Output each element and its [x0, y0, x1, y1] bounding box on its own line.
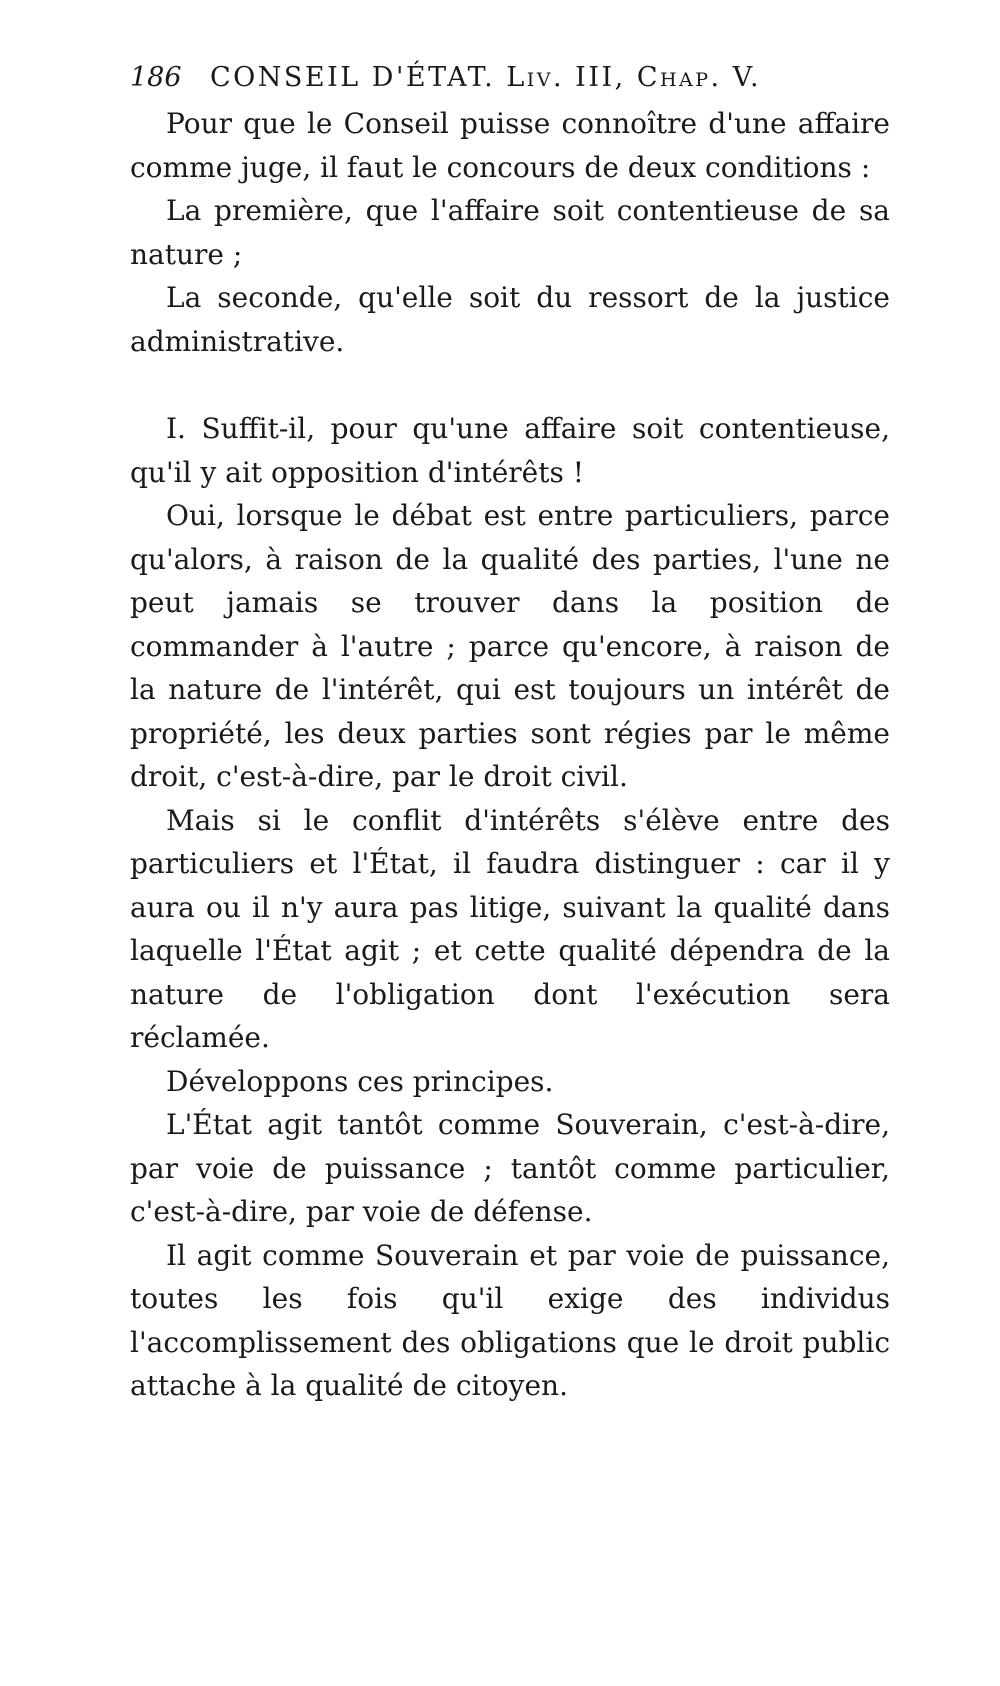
paragraph-second-condition: La seconde, qu'elle soit du ressort de la justice administrative. [130, 281, 890, 358]
paragraph-conflit-etat: Mais si le conflit d'intérêts s'élève entre des particuliers et l'État, il faudra distinguer : car il y aura ou il n'y aura pas litige, suivant la qualité dans laquelle l'État agit ; et cette qualité dépendra de la nature de l'obligation dont l'exécution sera réclamée. [130, 803, 890, 1054]
paragraph-section-one: I. Suffit-il, pour qu'une affaire soit contentieuse, qu'il y ait opposition d'intérêts ! [130, 412, 890, 489]
paragraph-etat-agit: L'État agit tantôt comme Souverain, c'est-à-dire, par voie de puissance ; tantôt comme particulier, c'est-à-dire, par voie de défense. [130, 1108, 890, 1228]
page-number: 186 [130, 62, 182, 93]
paragraph-particuliers: Oui, lorsque le débat est entre particuliers, parce qu'alors, à raison de la qualité des parties, l'une ne peut jamais se trouver dans la position de commander à l'autre ; parce qu'encore, à raison de la nature de l'intérêt, qui est toujours un intérêt de propriété, les deux parties sont régies par le même droit, c'est-à-dire, par le droit civil. [130, 499, 890, 793]
paragraph-souverain: Il agit comme Souverain et par voie de puissance, toutes les fois qu'il exige des individus l'accomplissement des obligations que le droit public attache à la qualité de citoyen. [130, 1238, 890, 1402]
paragraph-first-condition: La première, que l'affaire soit contentieuse de sa nature ; [130, 194, 890, 271]
paragraph-intro: Pour que le Conseil puisse connoître d'une affaire comme juge, il faut le concours de deux conditions : [130, 107, 890, 184]
page-header [130, 62, 890, 102]
book-page [130, 62, 890, 1408]
running-title: CONSEIL D'ÉTAT. Liv. III, Chap. V. [210, 62, 762, 93]
paragraph-principes: Développons ces principes. [166, 1064, 554, 1098]
